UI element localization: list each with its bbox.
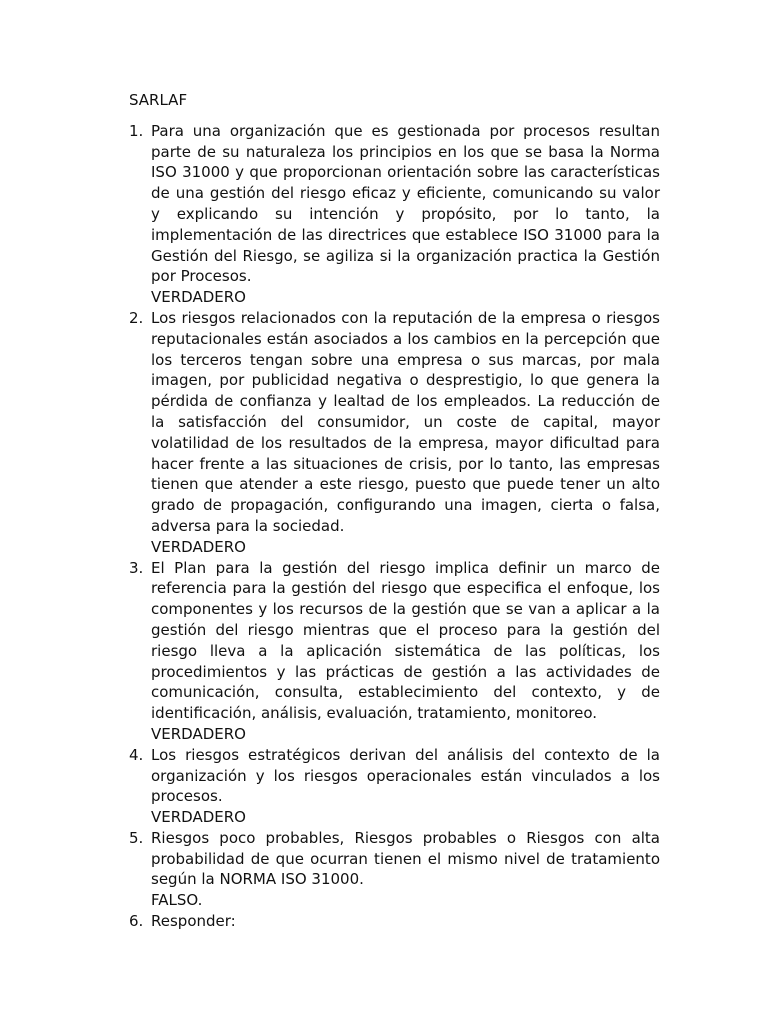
question-item-1: [129, 121, 660, 308]
question-answer: VERDADERO: [151, 288, 246, 307]
question-number: 4.: [129, 745, 144, 764]
question-text: Los riesgos estratégicos derivan del análisis del contexto de la organización y los riesgos operacionales están vinculados a los procesos.: [151, 745, 660, 806]
question-number: 2.: [129, 308, 144, 327]
document-title: SARLAF: [129, 91, 188, 109]
question-text: Los riesgos relacionados con la reputación de la empresa o riesgos reputacionales están asociados a los cambios en la percepción que los terceros tengan sobre una empresa o sus marcas, por mala imagen, por publicidad negativa o desprestigio, lo que genera la pérdida de confianza y lealtad de los empleados. La reducción de la satisfacción del consumidor, un coste de capital, mayor volatilidad de los resultados de la empresa, mayor dificultad para hacer frente a las situaciones de crisis, por lo tanto, las empresas tienen que atender a este riesgo, puesto que puede tener un alto grado de propagación, configurando una imagen, cierta o falsa, adversa para la sociedad.: [151, 308, 660, 535]
question-answer: FALSO.: [151, 891, 203, 910]
question-item-4: [129, 745, 660, 828]
question-text: El Plan para la gestión del riesgo implica definir un marco de referencia para la gestión del riesgo que especifica el enfoque, los componentes y los recursos de la gestión que se van a aplicar a la gestión del riesgo mientras que el proceso para la gestión del riesgo lleva a la aplicación sistemática de las políticas, los procedimientos y las prácticas de gestión a las actividades de comunicación, consulta, establecimiento del contexto, y de identificación, análisis, evaluación, tratamiento, monitoreo.: [151, 558, 660, 723]
question-number: 1.: [129, 121, 144, 140]
question-list: [129, 121, 660, 932]
question-answer: VERDADERO: [151, 724, 246, 743]
question-item-3: [129, 558, 660, 745]
question-text: Para una organización que es gestionada por procesos resultan parte de su naturaleza los principios en los que se basa la Norma ISO 31000 y que proporcionan orientación sobre las características de una gestión del riesgo eficaz y eficiente, comunicando su valor y explicando su intención y propósito, por lo tanto, la implementación de las directrices que establece ISO 31000 para la Gestión del Riesgo, se agiliza si la organización practica la Gestión por Procesos.: [151, 121, 660, 286]
question-item-6: [129, 911, 660, 932]
question-item-5: [129, 828, 660, 911]
question-text: Responder:: [151, 912, 236, 931]
question-answer: VERDADERO: [151, 808, 246, 827]
document-page: [129, 90, 660, 932]
question-number: 5.: [129, 828, 144, 847]
question-item-2: [129, 308, 660, 558]
question-number: 3.: [129, 558, 144, 577]
question-text: Riesgos poco probables, Riesgos probables o Riesgos con alta probabilidad de que ocurran tienen el mismo nivel de tratamiento según la NORMA ISO 31000.: [151, 828, 660, 889]
question-answer: VERDADERO: [151, 537, 246, 556]
question-number: 6.: [129, 912, 144, 931]
